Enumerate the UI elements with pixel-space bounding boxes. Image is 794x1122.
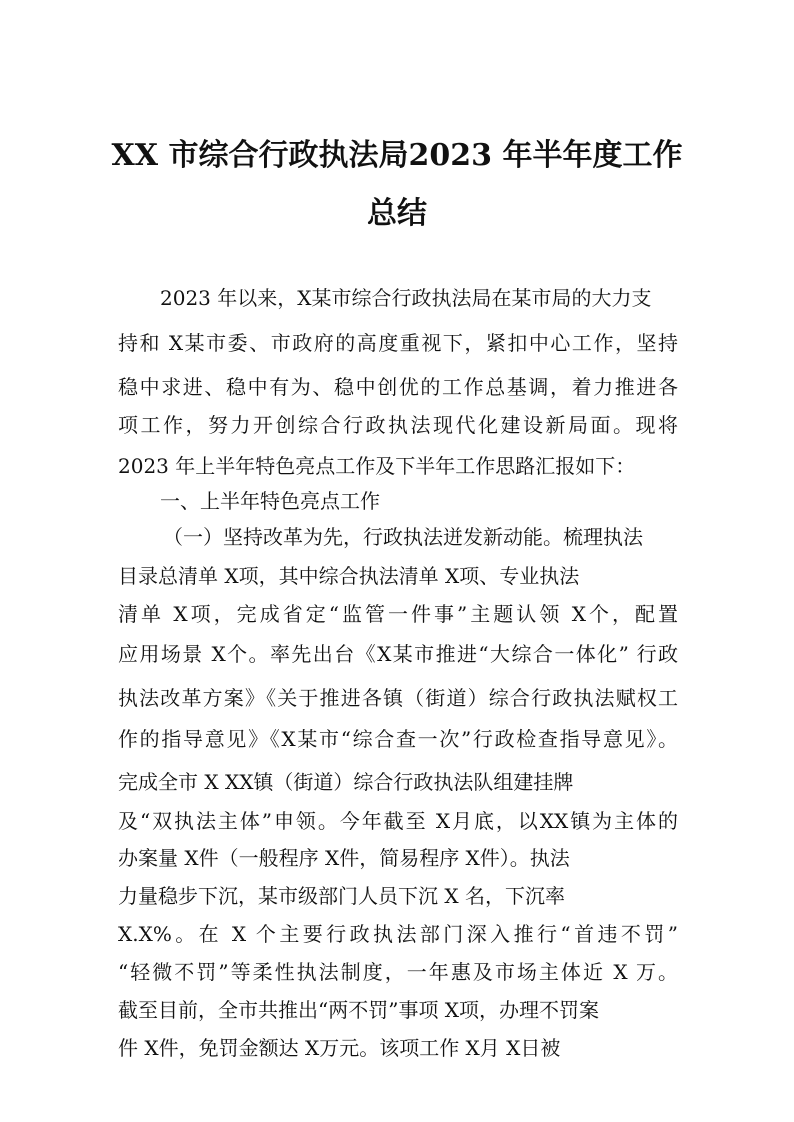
paragraph-line: 项工作，努力开创综合行政执法现代化建设新局面。现将 [118,413,678,437]
paragraph-line: 力量稳步下沉，某市级部门人员下沉 X 名，下沉率 [118,884,565,908]
paragraph-line: 执法改革方案》《关于推进各镇（街道）综合行政执法赋权工 [118,686,678,710]
paragraph-line: 件 X件，免罚金额达 X万元。该项工作 X月 X日被 [118,1036,561,1060]
paragraph-line: 办案量 X件（一般程序 X件，简易程序 X件）。执法 [118,846,570,870]
paragraph-line: 2023 年以来，X某市综合行政执法局在某市局的大力支 [160,286,652,310]
paragraph-line: 及“双执法主体”申领。今年截至 X月底，以XX镇为主体的 [118,809,678,833]
paragraph-line: 作的指导意见》《X某市“综合查一次”行政检查指导意见》。 [118,727,678,751]
paragraph-line: 持和 X某市委、市政府的高度重视下，紧扣中心工作，坚持 [118,331,678,355]
section-heading: 一、上半年特色亮点工作 [160,489,380,513]
document-title-line-1: XX 市综合行政执法局2023 年半年度工作 [111,138,683,173]
paragraph-line: 2023 年上半年特色亮点工作及下半年工作思路汇报如下： [118,454,636,478]
paragraph-line: 应用场景 X个。率先出台《X某市推进“大综合一体化” 行政 [118,642,678,666]
paragraph-line: 截至目前，全市共推出“两不罚”事项 X项，办理不罚案 [118,998,600,1022]
paragraph-line: 稳中求进、稳中有为、稳中创优的工作总基调，着力推进各 [118,375,678,399]
paragraph-line: 清单 X项，完成省定“监管一件事”主题认领 X个，配置 [118,602,678,626]
paragraph-line: 完成全市 X XX镇（街道）综合行政执法队组建挂牌 [118,770,574,794]
document-title-line-2: 总结 [367,196,427,231]
subsection-heading-line: （一）坚持改革为先，行政执法迸发新动能。梳理执法 [163,525,643,549]
paragraph-line: “轻微不罚”等柔性执法制度，一年惠及市场主体近 X 万。 [118,960,678,984]
paragraph-line: 目录总清单 X项，其中综合执法清单 X项、专业执法 [118,564,580,588]
paragraph-line: X.X%。在 X 个主要行政执法部门深入推行“首违不罚” [118,922,678,946]
